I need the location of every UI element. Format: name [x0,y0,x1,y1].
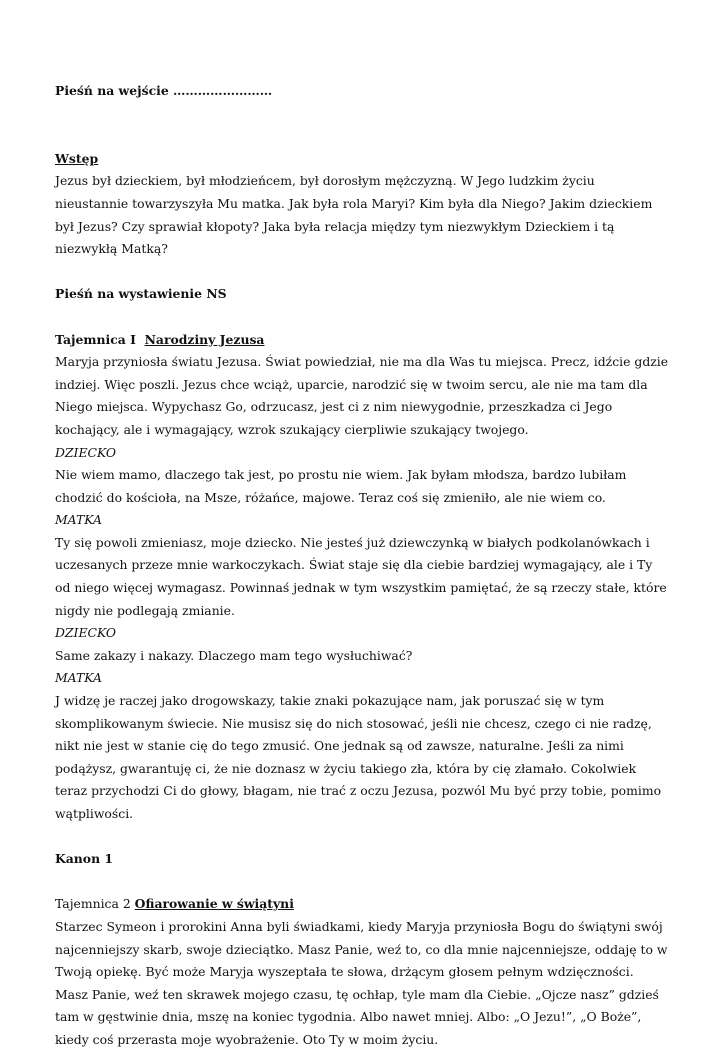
speaker-child: DZIECKO [55,444,117,460]
mystery2-prayer: Masz Panie, weź ten skrawek mojego czasu, tę ochłap, tyle mam dla Ciebie. „Ojcze nasz” gdzieś tam w gęstwinie dnia, mszę na koniec tygodnia. Albo nawet mniej. Albo: „O Jezu!”, „O Boże”, kiedy coś przerasta moje wyobrażenie. Oto Ty w moim życiu. [55,986,659,1047]
mystery2-narration: Starzec Symeon i prorokini Anna byli świadkami, kiedy Maryja przyniosła Bogu do świątyni swój najcenniejszy skarb, swoje dzieciątko. Masz Panie, weź to, co dla mnie najcenniejsze, oddaję to w Twoją opiekę. Być może Maryja wyszeptała te słowa, drżącym głosem pełnym wdzięczności. [55,918,668,980]
exposition-song-heading: Pieśń na wystawienie NS [55,286,227,302]
mystery2-prefix: Tajemnica 2 [55,896,131,912]
spacer [55,306,670,329]
mystery2-heading [55,893,670,916]
speaker-mother: MATKA [55,512,102,528]
mystery1-title: Narodziny Jezusa [144,331,265,347]
intro-text: Jezus był dzieckiem, był młodzieńcem, był dorosłym mężczyzną. W Jego ludzkim życiu nieustannie towarzyszyła Mu matka. Jak była rola Maryi? Kim była dla Niego? Jakim dzieckiem był Jezus? Czy sprawiał kłopoty? Jaka była relacja między tym niezwykłym Dzieckiem i tą niezwykłą Matką? [55,173,653,257]
spacer [55,125,670,148]
child-line-2: Same zakazy i nakazy. Dlaczego mam tego wysłuchiwać? [55,647,413,663]
spacer [55,261,670,284]
mother-line-1: Ty się powoli zmieniasz, moje dziecko. Nie jesteś już dziewczynką w białych podkolanówkach i uczesanych przeze mnie warkoczykach. Świat staje się dla ciebie bardziej wymagający, ale i Ty od niego więcej wymagasz. Powinnaś jednak w tym wszystkim pamiętać, że są rzeczy stałe, które nigdy nie podlegają zmianie. [55,534,667,618]
speaker-mother: MATKA [55,670,102,686]
mystery1-prefix: Tajemnica I [55,331,136,347]
mother-line-2: J widzę je raczej jako drogowskazy, takie znaki pokazujące nam, jak poruszać się w tym skomplikowanym świecie. Nie musisz się do nich stosować, jeśli nie chcesz, czego ci nie radzę, nikt nie jest w stanie cię do tego zmusić. One jednak są od zawsze, naturalne. Jeśli za nimi podążysz, gwarantuję ci, że nie doznasz w życiu takiego zła, która by cię złamało. Cokolwiek teraz przychodzi Ci do głowy, błagam, nie trać z oczu Jezusa, pozwól Mu być przy tobie, pomimo wątpliwości. [55,693,662,821]
intro-heading: Wstęp [55,150,99,166]
canon-heading: Kanon 1 [55,851,114,867]
speaker-child: DZIECKO [55,625,117,641]
mystery2-title: Ofiarowanie w świątyni [134,896,294,912]
mystery1-narration: Maryja przyniosła światu Jezusa. Świat powiedział, nie ma dla Was tu miejsca. Precz, idźcie gdzie indziej. Więc poszli. Jezus chce wciąż, uparcie, narodzić się w twoim sercu, ale nie ma tam dla Niego miejsca. Wypychasz Go, odrzucasz, jest ci z nim niewygodnie, przeszkadza ci Jego kochający, ale i wymagający, wzrok szukający cierpliwie szukający twojego. [55,354,669,437]
child-line-1: Nie wiem mamo, dlaczego tak jest, po prostu nie wiem. Jak byłam młodsza, bardzo lubiłam chodzić do kościoła, na Msze, różańce, majowe. Teraz coś się zmieniło, ale nie wiem co. [55,467,627,505]
spacer [55,871,670,894]
document-page [55,80,670,1052]
spacer [55,103,670,126]
spacer [55,826,670,849]
mystery1-heading [55,329,670,352]
opening-song-heading: Pieśń na wejście …………………… [55,83,273,98]
